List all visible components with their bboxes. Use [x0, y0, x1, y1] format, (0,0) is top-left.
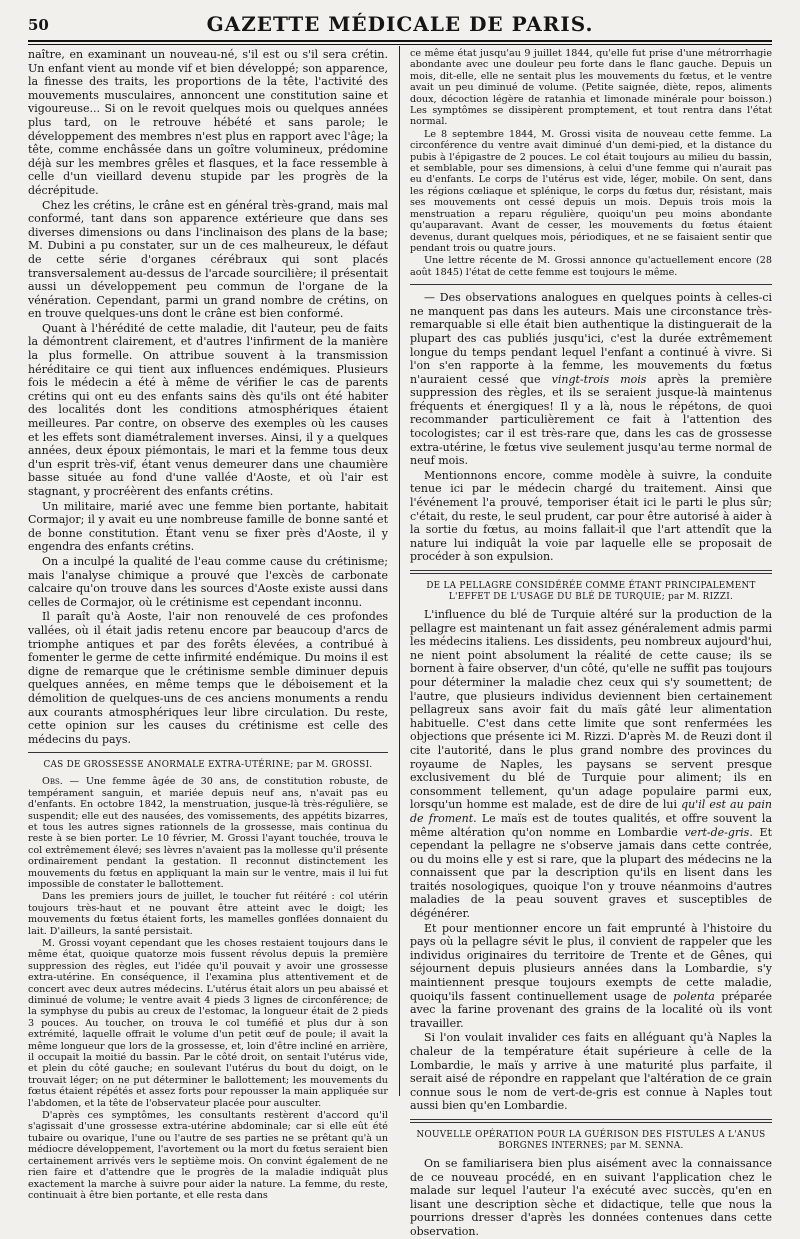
section-separator: [410, 284, 772, 285]
paragraph: — Des observations analogues en quelques points à celles-ci ne manquent pas dans les auteurs. Mais une circonstance très-remarquable si elle était bien authentique la distinguerait de la plupart des cas publiés jusqu'ici, c'est la durée extrêmement longue du temps pendant lequel l'enfant a continué à vivre. Si l'on s'en rapporte à la femme, les mouvements du fœtus n'auraient cessé que vingt-trois mois après la première suppression des règles, et ils se seraient jusque-là maintenus fréquents et énergiques! Il y a là, nous le répétons, de quoi recommander particulièrement ce fait à l'attention des tocologistes; car il est très-rare que, dans les cas de grossesse extra-utérine, le fœtus vive seulement jusqu'au terme normal de neuf mois.: [410, 291, 772, 468]
observation-text: Dans les premiers jours de juillet, le toucher fut réitéré : col utérin toujours très-haut et ne pouvant être atteint avec le doigt; les mouvements du fœtus étaient forts, les mamelles gonflées donnaient du lait. D'ailleurs, la santé persistait.: [28, 891, 388, 937]
paragraph: Si l'on voulait invalider ces faits en alléguant qu'à Naples la chaleur de la température était supérieure à celle de la Lombardie, le maïs y arrive à une maturité plus parfaite, il serait aisé de répondre en rappelant que l'altération de ce grain connue sous le nom de vert-de-gris est connue à Naples tout aussi bien qu'en Lombardie.: [410, 1031, 772, 1113]
journal-title: GAZETTE MÉDICALE DE PARIS.: [206, 12, 594, 36]
paragraph: Et pour mentionner encore un fait emprunté à l'histoire du pays où la pellagre sévit le plus, il convient de rappeler que les individus originaires du territoire de Trente et de Gênes, qui séjournent depuis plusieurs années dans la Lombardie, s'y maintiennent presque toujours exempts de cette maladie, quoiqu'ils fassent continuellement usage de polenta préparée avec la farine provenant des grains de la localité où ils vont travailler.: [410, 921, 773, 1030]
section-title-pellagre: DE LA PELLAGRE CONSIDÉRÉE COMME ÉTANT PRINCIPALEMENT L'EFFET DE L'USAGE DU BLÉ DE TURQUIE; par M. RIZZI.: [426, 581, 756, 602]
observation-text: ce même état jusqu'au 9 juillet 1844, qu'elle fut prise d'une métrorrhagie abondante avec une douleur peu forte dans le flanc gauche. Depuis un mois, dit-elle, elle ne sentait plus les mouvements du fœtus, et le ventre avait un peu diminué de volume. (Petite saignée, diète, repos, aliments doux, décoction légère de ratanhia et limonade minérale pour boisson.) Les symptômes se dissipèrent promptement, et tout rentra dans l'état normal.: [410, 48, 772, 128]
observation-text: M. Grossi voyant cependant que les choses restaient toujours dans le même état, quoique quatorze mois fussent révolus depuis la première suppression des règles, eut l'idée qu'il pouvait y avoir une grossesse extra-utérine. En conséquence, il l'examina plus attentivement et de concert avec deux autres médecins. L'utérus était alors un peu abaissé et diminué de volume; le ventre avait 4 pieds 3 lignes de circonférence; de la symphyse du pubis au creux de l'estomac, la longueur était de 2 pieds 3 pouces. Au toucher, on trouva le col tuméfié et plus dur à son extrémité, laquelle offrait le volume d'un petit œuf de poule; il avait la même longueur que lors de la grossesse, et, loin d'être incliné en arrière, il occupait la moitié du bassin. Par le côté droit, on sentait l'utérus vide, et plein du côté gauche; en soulevant l'utérus du bout du doigt, on le trouvait léger; on ne put déterminer le ballottement; les mouvements du fœtus étaient répétés et assez forts pour repousser la main appliquée sur l'abdomen, et la tête de l'observateur placée pour ausculter.: [28, 937, 388, 1109]
paragraph: L'influence du blé de Turquie altéré sur la production de la pellagre est maintenant un fait assez généralement admis parmi les médecins italiens. Les dissidents, peu nombreux aujourd'hui, ne nient point absolument la réalité de cette cause; ils se bornent à faire observer, d'un côté, qu'elle ne suffit pas toujours pour déterminer la maladie chez ceux qui s'y soumettent; de l'autre, que plusieurs individus deviennent bien certainement pellagreux sans avoir fait du maïs gâté leur alimentation habituelle. C'est dans cette limite que sont renfermées les objections que présente ici M. Rizzi. D'après M. de Reuzi dont il cite l'autorité, dans le plus grand nombre des provinces du royaume de Naples, les paysans se servent presque exclusivement du blé de Turquie pour aliment; ils en consomment tellement, qu'un adage populaire parmi eux, lorsqu'un homme est malade, est de dire de lui qu'il est au pain de froment. Le maïs est de toutes qualités, et offre souvent la même altération qu'on nomme en Lombardie vert-de-gris. Et cependant la pellagre ne s'observe jamais dans cette contrée, ou du moins elle y est si rare, que la plupart des médecins ne la connaissent que par la description qu'ils en lisent dans les traités nosologiques, quoique l'on y trouve néanmoins d'autres maladies de la peau souvent graves et susceptibles de dégénérer.: [410, 608, 773, 921]
section-title-fistules: NOUVELLE OPÉRATION POUR LA GUÉRISON DES FISTULES A L'ANUS BORGNES INTERNES; par M. SENNA.: [416, 1129, 766, 1151]
observation-label: Obs.: [42, 776, 63, 788]
observation-text: Une lettre récente de M. Grossi annonce qu'actuellement encore (28 août 1845) l'état de cette femme est toujours le même.: [410, 255, 772, 278]
paragraph: On a inculpé la qualité de l'eau comme cause du crétinisme; mais l'analyse chimique a prouvé que l'excès de carbonate calcaire qu'on trouve dans les sources d'Aoste existe aussi dans celles de Cormajor, où le crétinisme est cependant inconnu.: [28, 554, 388, 609]
paragraph: On se familiarisera bien plus aisément avec la connaissance de ce nouveau procédé, en en suivant l'application chez le malade sur lequel l'auteur l'a exécuté avec succès, qu'en en lisant une description sèche et didactique, telle que nous la pourrions dresser d'après les données contenues dans cette observation.: [410, 1156, 772, 1238]
emphasis: qu'il est au pain de froment: [410, 798, 772, 825]
page-number: 50: [28, 16, 49, 34]
paragraph: naître, en examinant un nouveau-né, s'il est ou s'il sera crétin. Un enfant vient au monde vif et bien développé; son apparence, la finesse des traits, les proportions de la tête, l'activité des mouvements musculaires, annoncent une constitution saine et vigoureuse... Si on le revoit quelques mois ou quelques années plus tard, on le retrouve hébété et sans parole; le développement des membres n'est plus en rapport avec l'âge; la tête, comme enchâssée dans un goître volumineux, prédomine déjà sur les membres grêles et flasques, et la face ressemble à celle d'un vieillard devenu stupide par les progrès de la décrépitude.: [28, 48, 388, 197]
header-rule: [28, 40, 772, 45]
right-column: [410, 48, 773, 1238]
section-title-grossesse: CAS DE GROSSESSE ANORMALE EXTRA-UTÉRINE; par M. GROSSI.: [43, 760, 373, 771]
emphasis: polenta: [673, 989, 715, 1003]
left-column: [28, 48, 388, 1201]
page-header: [28, 12, 772, 38]
column-divider: [399, 46, 400, 1096]
observation-text: D'après ces symptômes, les consultants restèrent d'accord qu'il s'agissait d'une grossesse extra-utérine abdominale; car si elle eût été tubaire ou ovarique, l'une ou l'autre de ses parties ne se prêtant qu'à un médiocre développement, l'avortement ou la mort du fœtus seraient bien certainement arrivés vers le septième mois. On convint également de ne rien faire et d'attendre que le progrès de la maladie indiquât plus exactement la marche à suivre pour aider la nature. La femme, du reste, continuait à être bien portante, et elle resta dans: [28, 1110, 388, 1201]
emphasis: vert-de-gris: [684, 825, 750, 839]
observation-text: — Une femme âgée de 30 ans, de constitution robuste, de tempérament sanguin, et mariée depuis neuf ans, n'avait pas eu d'enfants. En octobre 1842, la menstruation, jusque-là très-régulière, se suspendit; elle eut des nausées, des vomissements, des appétits bizarres, et tous les autres signes rationnels de la grossesse, mais continua du reste à se bien porter. Le 10 février, M. Grossi l'ayant touchée, trouva le col extrêmement élevé; ses lèvres n'avaient pas la mollesse qu'il présente ordinairement pendant la gestation. Il reconnut distinctement les mouvements du fœtus en appliquant la main sur le ventre, mais il lui fut impossible de constater le ballottement.: [28, 776, 388, 890]
section-separator: [410, 1119, 772, 1123]
paragraph: Chez les crétins, le crâne est en général très-grand, mais mal conformé, tant dans son apparence extérieure que dans ses diverses dimensions ou dans l'inclinaison des plans de la base; M. Dubini a pu constater, sur un de ces malheureux, le défaut de cette série d'organes cérébraux qui sont placés transversalement au-dessus de l'arcade sourcilière; il présentait aussi un développement peu commun de l'organe de la vénération. Cependant, parmi un grand nombre de crétins, on en trouve quelques-uns dont le crâne est bien conformé.: [28, 198, 388, 321]
observation-continuation: [410, 48, 772, 278]
section-separator: [28, 752, 388, 753]
paragraph: Mentionnons encore, comme modèle à suivre, la conduite tenue ici par le médecin chargé du traitement. Ainsi que l'événement l'a prouvé, temporiser était ici le parti le plus sûr; c'était, du reste, le seul prudent, car pour être autorisé à aider à la sortie du fœtus, au moins fallait-il que l'art attendît que la nature lui indiquât la voie par laquelle elle se proposait de procéder à son expulsion.: [410, 468, 772, 564]
paragraph: Quant à l'hérédité de cette maladie, dit l'auteur, peu de faits la démontrent clairement, et d'autres l'infirment de la manière la plus formelle. On attribue souvent à la transmission héréditaire ce qui tient aux influences endémiques. Plusieurs fois le médecin a été à même de vérifier le cas de parents crétins qui ont eu des enfants sains dès qu'ils ont été habiter des localités dont les conditions atmosphériques étaient meilleures. Par contre, on observe des exemples où les causes et les effets sont diamétralement inverses. Ainsi, il y a quelques années, deux époux piémontais, le mari et la femme tous deux d'un esprit très-vif, étant venus demeurer dans une chaumière basse située au fond d'une vallée d'Aoste, et où l'air est stagnant, y procréèrent des enfants crétins.: [28, 321, 388, 498]
emphasis: vingt-trois mois: [551, 372, 647, 386]
observation-text: Le 8 septembre 1844, M. Grossi visita de nouveau cette femme. La circonférence du ventre avait diminué d'un demi-pied, et la distance du pubis à l'épigastre de 2 pouces. Le col était toujours au milieu du bassin, et semblable, pour ses dimensions, à celui d'une femme qui n'aurait pas eu d'enfants. Le corps de l'utérus est vide, léger, mobile. On sent, dans les régions cœliaque et splénique, le corps du fœtus dur, résistant, mais ses mouvements ont cessé depuis un mois. Depuis trois mois la menstruation a reparu régulière, quoiqu'un peu moins abondante qu'auparavant. Avant de cesser, les mouvements du fœtus étaient devenus, durant quelques mois, périodiques, et ne se faisaient sentir que pendant trois ou quatre jours.: [410, 128, 772, 254]
section-separator: [410, 570, 772, 574]
paragraph: Il paraît qu'à Aoste, l'air non renouvelé de ces profondes vallées, où il était jadis retenu encore par beaucoup d'arcs de triomphe antiques et par des forêts élevées, a contribué à fomenter le germe de cette infirmité endémique. Du moins il est digne de remarque que le crétinisme semble diminuer depuis quelques années, en même temps que le déboisement et la démolition de quelques-uns de ces anciens monuments a rendu aux courants atmosphériques leur libre circulation. Du reste, cette opinion sur les causes du crétinisme est celle des médecins du pays.: [28, 610, 388, 746]
observation-block: [28, 776, 388, 1201]
paragraph: Un militaire, marié avec une femme bien portante, habitait Cormajor; il y avait eu une nombreuse famille de bonne santé et de bonne constitution. Étant venu se fixer près d'Aoste, il y engendra des enfants crétins.: [28, 499, 388, 554]
